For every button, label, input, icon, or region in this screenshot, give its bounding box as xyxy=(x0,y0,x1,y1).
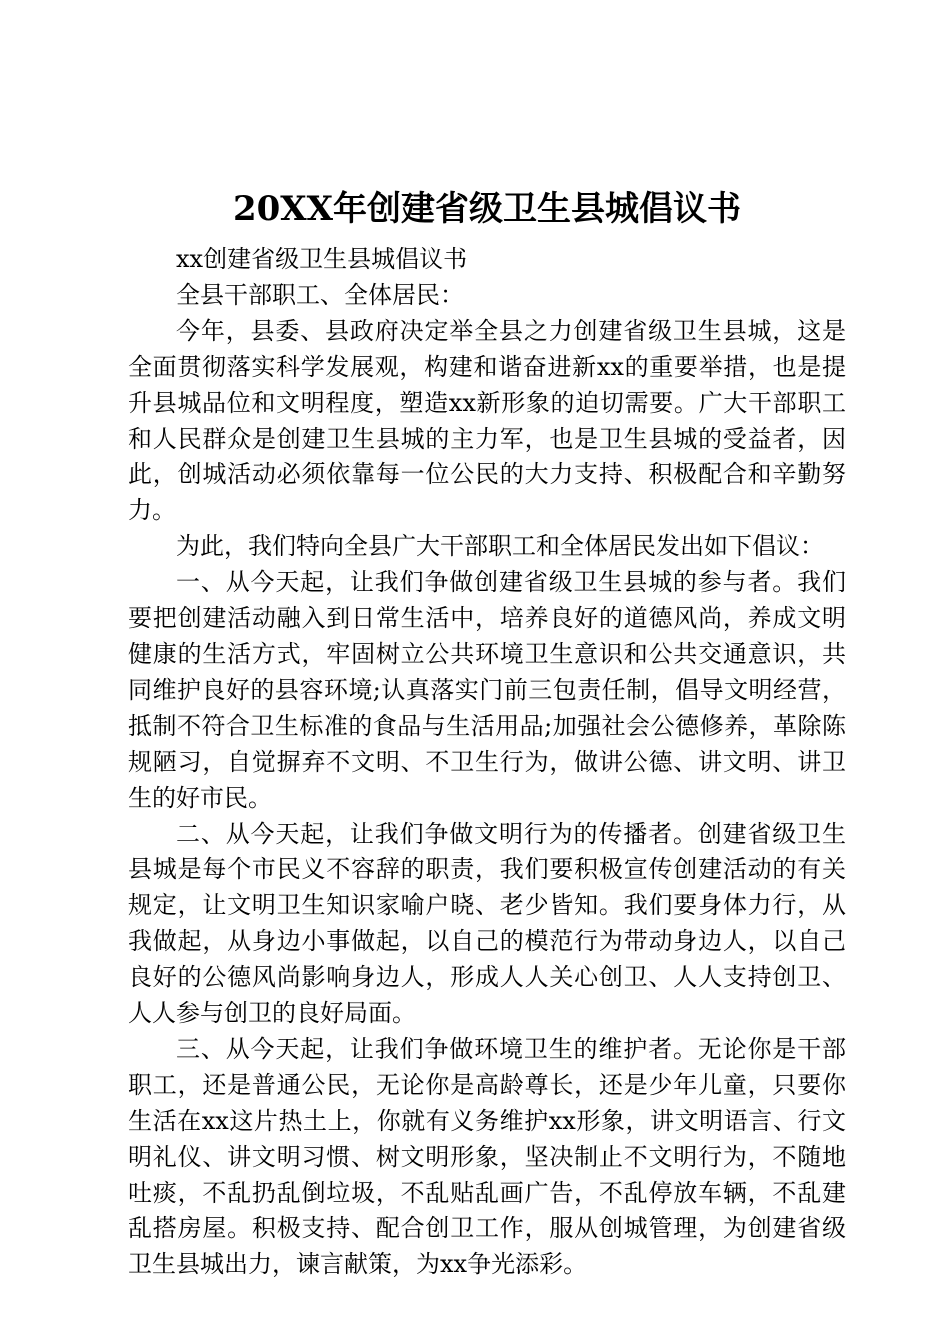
paragraph-item-one: 一、从今天起，让我们争做创建省级卫生县城的参与者。我们要把创建活动融入到日常生活中，培养良好的道德风尚，养成文明健康的生活方式，牢固树立公共环境卫生意识和公共交通意识，共同维护良好的县容环境;认真落实门前三包责任制，倡导文明经营，抵制不符合卫生标准的食品与生活用品;加强社会公德修养，革除陈规陋习，自觉摒弃不文明、不卫生行为，做讲公德、讲文明、讲卫生的好市民。 xyxy=(128,568,846,812)
paragraph-salutation: 全县干部职工、全体居民： xyxy=(176,280,464,309)
paragraph-intro: 今年，县委、县政府决定举全县之力创建省级卫生县城，这是全面贯彻落实科学发展观，构建和谐奋进新xx的重要举措，也是提升县城品位和文明程度，塑造xx新形象的迫切需要。广大干部职工和人民群众是创建卫生县城的主力军，也是卫生县城的受益者，因此，创城活动必须依靠每一位公民的大力支持、积极配合和辛勤努力。 xyxy=(128,316,846,525)
paragraph-proposal-lead: 为此，我们特向全县广大干部职工和全体居民发出如下倡议： xyxy=(176,532,824,561)
paragraph-item-three: 三、从今天起，让我们争做环境卫生的维护者。无论你是干部职工，还是普通公民，无论你是高龄尊长，还是少年儿童，只要你生活在xx这片热土上，你就有义务维护xx形象，讲文明语言、行文明礼仪、讲文明习惯、树文明形象，坚决制止不文明行为，不随地吐痰，不乱扔乱倒垃圾，不乱贴乱画广告，不乱停放车辆，不乱建乱搭房屋。积极支持、配合创卫工作，服从创城管理，为创建省级卫生县城出力，谏言献策，为xx争光添彩。 xyxy=(128,1034,846,1279)
paragraph-item-two: 二、从今天起，让我们争做文明行为的传播者。创建省级卫生县城是每个市民义不容辞的职责，我们要积极宣传创建活动的有关规定，让文明卫生知识家喻户晓、老少皆知。我们要身体力行，从我做起，从身边小事做起，以自己的模范行为带动身边人，以自己良好的公德风尚影响身边人，形成人人关心创卫、人人支持创卫、人人参与创卫的良好局面。 xyxy=(128,819,846,1028)
paragraph-heading-line: xx创建省级卫生县城倡议书 xyxy=(176,245,468,273)
document-page xyxy=(128,182,846,1283)
document-title: 20XX年创建省级卫生县城倡议书 xyxy=(232,189,742,229)
